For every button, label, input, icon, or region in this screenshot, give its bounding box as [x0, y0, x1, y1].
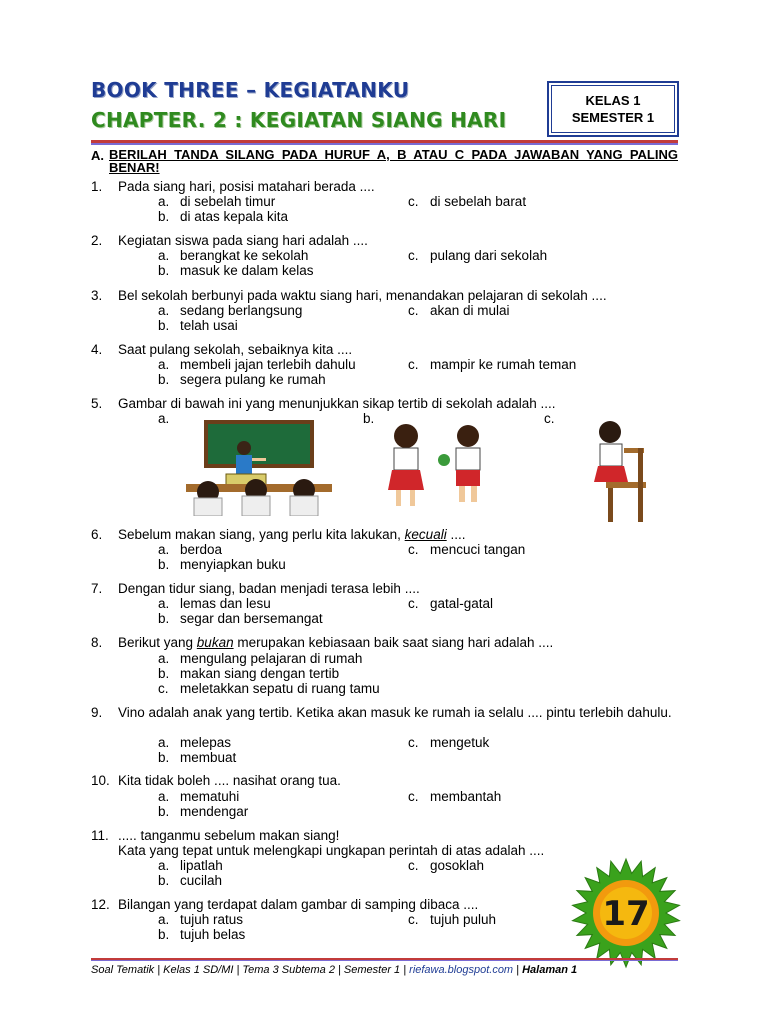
question-12 — [91, 897, 561, 912]
option-a[interactable]: a. mengulang pelajaran di rumah — [158, 651, 363, 666]
question-11 — [91, 828, 681, 858]
option-c[interactable]: c. pulang dari sekolah — [408, 248, 548, 263]
question-stem: Dengan tidur siang, badan menjadi terasa lebih .... — [118, 581, 420, 596]
question-stem-2: Kata yang tepat untuk melengkapi ungkapan perintah di atas adalah .... — [118, 843, 545, 858]
question-number: 12. — [91, 897, 110, 912]
question-4 — [91, 342, 681, 357]
question-stem: Kegiatan siswa pada siang hari adalah .... — [118, 233, 368, 248]
question-stem: Sebelum makan siang, yang perlu kita lakukan, kecuali .... — [118, 527, 466, 542]
question-8 — [91, 635, 681, 650]
section-letter: A. — [91, 148, 104, 163]
classroom-picture[interactable] — [186, 418, 332, 516]
question-stem: Gambar di bawah ini yang menunjukkan sikap tertib di sekolah adalah .... — [118, 396, 556, 411]
question-stem: Saat pulang sekolah, sebaiknya kita .... — [118, 342, 353, 357]
question-stem: Berikut yang bukan merupakan kebiasaan baik saat siang hari adalah .... — [118, 635, 554, 650]
option-b[interactable]: b. telah usai — [158, 318, 238, 333]
question-10 — [91, 773, 681, 788]
option-a[interactable]: a. membeli jajan terlebih dahulu — [158, 357, 356, 372]
option-a[interactable]: a. sedang berlangsung — [158, 303, 303, 318]
question-stem: Bel sekolah berbunyi pada waktu siang hari, menandakan pelajaran di sekolah .... — [118, 288, 607, 303]
option-a[interactable]: a. lemas dan lesu — [158, 596, 271, 611]
question-number: 5. — [91, 396, 103, 411]
question-number: 2. — [91, 233, 103, 248]
question-stem: Pada siang hari, posisi matahari berada .... — [118, 179, 375, 194]
kids-picture[interactable] — [384, 418, 504, 514]
option-b[interactable]: b. di atas kepala kita — [158, 209, 289, 224]
section-instruction — [91, 148, 678, 174]
question-stem: Vino adalah anak yang tertib. Ketika akan masuk ke rumah ia selalu .... pintu terlebih dahulu. — [118, 705, 672, 720]
option-c[interactable]: c. membantah — [408, 789, 502, 804]
question-7 — [91, 581, 681, 596]
option-a[interactable]: a. lipatlah — [158, 858, 223, 873]
option-b[interactable]: b. cucilah — [158, 873, 223, 888]
option-a[interactable]: a. — [158, 411, 170, 426]
option-b[interactable]: b. segar dan bersemangat — [158, 611, 323, 626]
option-b[interactable]: b. makan siang dengan tertib — [158, 666, 340, 681]
chapter-title: CHAPTER. 2 : KEGIATAN SIANG HARI — [91, 108, 507, 132]
question-1 — [91, 179, 681, 194]
question-number: 9. — [91, 705, 103, 720]
question-number: 10. — [91, 773, 110, 788]
footer-link[interactable]: riefawa.blogspot.com — [409, 964, 514, 976]
question-stem: ..... tanganmu sebelum makan siang! — [118, 828, 340, 843]
question-number: 8. — [91, 635, 103, 650]
option-a[interactable]: a. melepas — [158, 735, 232, 750]
number-badge — [570, 857, 682, 969]
option-b[interactable]: b. menyiapkan buku — [158, 557, 286, 572]
option-c[interactable]: c. akan di mulai — [408, 303, 510, 318]
option-b[interactable]: b. mendengar — [158, 804, 249, 819]
question-6 — [91, 527, 681, 542]
option-a[interactable]: a. berdoa — [158, 542, 223, 557]
option-b[interactable]: b. segera pulang ke rumah — [158, 372, 326, 387]
question-number: 4. — [91, 342, 103, 357]
footer-divider — [91, 958, 678, 961]
option-c[interactable]: c. tujuh puluh — [408, 912, 497, 927]
footer-text: Soal Tematik | Kelas 1 SD/MI | Tema 3 Subtema 2 | Semester 1 | — [91, 964, 410, 976]
option-b[interactable]: b. — [363, 411, 375, 426]
class-label: KELAS 1 — [585, 93, 641, 108]
option-c[interactable]: c. — [544, 411, 555, 426]
question-5 — [91, 396, 681, 411]
option-b[interactable]: b. masuk ke dalam kelas — [158, 263, 314, 278]
option-c[interactable]: c. di sebelah barat — [408, 194, 527, 209]
footer: Soal Tematik | Kelas 1 SD/MI | Tema 3 Subtema 2 | Semester 1 | riefawa.blogspot.com | Halaman 1 — [91, 964, 578, 976]
semester-label: SEMESTER 1 — [571, 110, 655, 125]
option-a[interactable]: a. di sebelah timur — [158, 194, 276, 209]
question-number: 3. — [91, 288, 103, 303]
question-9 — [91, 705, 681, 720]
option-b[interactable]: b. tujuh belas — [158, 927, 246, 942]
option-c[interactable]: c. gosoklah — [408, 858, 485, 873]
page-number: Halaman 1 — [522, 964, 578, 976]
question-number: 6. — [91, 527, 103, 542]
badge-number: 17 — [602, 894, 650, 934]
question-number: 1. — [91, 179, 103, 194]
class-box — [547, 81, 679, 137]
option-c[interactable]: c. mampir ke rumah teman — [408, 357, 577, 372]
option-b[interactable]: b. membuat — [158, 750, 237, 765]
question-number: 7. — [91, 581, 103, 596]
option-c[interactable]: c. meletakkan sepatu di ruang tamu — [158, 681, 380, 696]
option-c[interactable]: c. gatal-gatal — [408, 596, 494, 611]
chair-picture[interactable] — [588, 418, 654, 524]
question-stem: Bilangan yang terdapat dalam gambar di samping dibaca .... — [118, 897, 479, 912]
option-c[interactable]: c. mengetuk — [408, 735, 490, 750]
book-title: BOOK THREE – KEGIATANKU — [91, 78, 410, 102]
option-a[interactable]: a. tujuh ratus — [158, 912, 244, 927]
option-c[interactable]: c. mencuci tangan — [408, 542, 526, 557]
question-2 — [91, 233, 681, 248]
option-a[interactable]: a. berangkat ke sekolah — [158, 248, 309, 263]
question-3 — [91, 288, 681, 303]
question-number: 11. — [91, 828, 109, 843]
instruction-text: BERILAH TANDA SILANG PADA HURUF A, B ATAU C PADA JAWABAN YANG PALING BENAR! — [109, 147, 678, 175]
header-divider — [91, 140, 678, 145]
option-a[interactable]: a. mematuhi — [158, 789, 240, 804]
question-stem: Kita tidak boleh .... nasihat orang tua. — [118, 773, 341, 788]
